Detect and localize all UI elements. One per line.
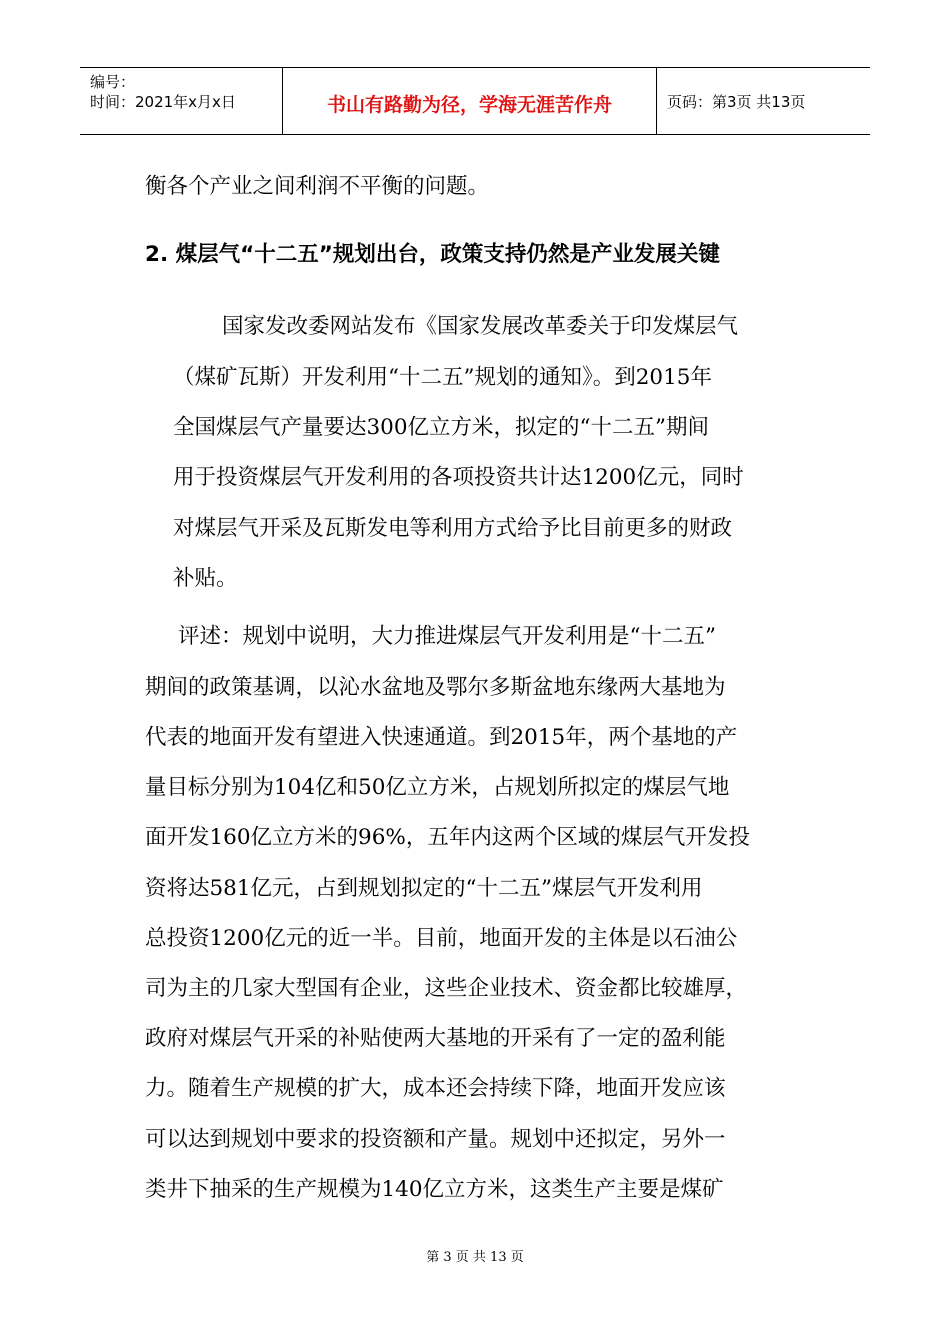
- header-meta: [80, 68, 283, 134]
- paragraph-line: 司为主的几家大型国有企业，这些企业技术、资金都比较雄厚，: [145, 976, 748, 1001]
- paragraph-line: 力。随着生产规模的扩大，成本还会持续下降，地面开发应该: [145, 1076, 726, 1101]
- paragraph-line: 代表的地面开发有望进入快速通道。到2015年，两个基地的产: [145, 725, 738, 750]
- doc-date-label: 时间：2021年x月x日: [90, 93, 236, 111]
- paragraph-line: 用于投资煤层气开发利用的各项投资共计达1200亿元，同时: [173, 465, 744, 490]
- paragraph-line: 政府对煤层气开采的补贴使两大基地的开采有了一定的盈利能: [145, 1026, 726, 1051]
- section-heading: 2. 煤层气“十二五”规划出台，政策支持仍然是产业发展关键: [145, 242, 720, 267]
- paragraph-line: 量目标分别为104亿和50亿立方米，占规划所拟定的煤层气地: [145, 775, 730, 800]
- paragraph-line: 全国煤层气产量要达300亿立方米，拟定的“十二五”期间: [173, 415, 710, 440]
- paragraph-line: 类井下抽采的生产规模为140亿立方米，这类生产主要是煤矿: [145, 1177, 724, 1202]
- paragraph-line: 期间的政策基调，以沁水盆地及鄂尔多斯盆地东缘两大基地为: [145, 675, 726, 700]
- paragraph-line: 国家发改委网站发布《国家发展改革委关于印发煤层气: [222, 314, 739, 339]
- doc-number-label: 编号：: [90, 73, 136, 91]
- continuation-text: 衡各个产业之间利润不平衡的问题。: [145, 174, 490, 199]
- paragraph-line: 补贴。: [173, 566, 238, 591]
- paragraph-line: 评述：规划中说明，大力推进煤层气开发利用是“十二五”: [178, 624, 716, 649]
- page-header: [80, 67, 870, 135]
- paragraph-line: 资将达581亿元，占到规划拟定的“十二五”煤层气开发利用: [145, 876, 703, 901]
- page-footer: 第 3 页 共 13 页: [426, 1250, 524, 1265]
- paragraph-line: 可以达到规划中要求的投资额和产量。规划中还拟定，另外一: [145, 1127, 726, 1152]
- header-page-number: 页码：第3页 共13页: [667, 92, 806, 111]
- paragraph-line: 总投资1200亿元的近一半。目前，地面开发的主体是以石油公: [145, 926, 738, 951]
- paragraph-line: （煤矿瓦斯）开发利用“十二五”规划的通知》。到2015年: [173, 365, 712, 390]
- paragraph-line: 面开发160亿立方米的96%，五年内这两个区域的煤层气开发投: [145, 825, 750, 850]
- header-motto: 书山有路勤为径，学海无涯苦作舟: [283, 68, 657, 134]
- paragraph-line: 对煤层气开采及瓦斯发电等利用方式给予比目前更多的财政: [173, 516, 733, 541]
